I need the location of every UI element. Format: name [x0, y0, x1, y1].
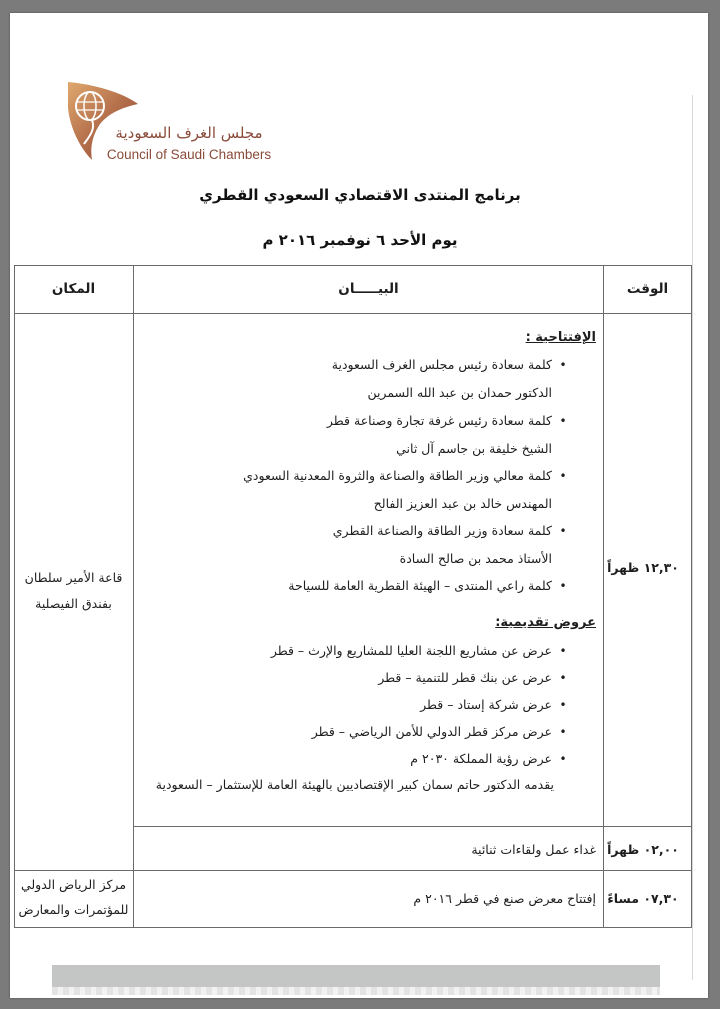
row3-place-line1: مركز الرياض الدولي — [20, 877, 127, 892]
row2-time: ٠٢,٠٠ ظهراً — [607, 842, 679, 857]
logo-english-name: Council of Saudi Chambers — [106, 147, 272, 162]
header-time: الوقت — [626, 281, 669, 297]
list-item: • عرض شركة إستاد – قطر — [420, 697, 574, 712]
list-item: • كلمة معالي وزير الطاقة والصناعة والثروة المعدنية السعودي — [243, 468, 574, 483]
row1-place-line1: قاعة الأمير سلطان — [24, 570, 123, 585]
row1-place-line2: بفندق الفيصلية — [35, 596, 112, 611]
row3-statement: إفتتاح معرض صنع في قطر ٢٠١٦ م — [413, 891, 596, 906]
row1-divider — [133, 826, 692, 827]
column-divider-time — [603, 265, 604, 927]
document-date: يوم الأحد ٦ نوفمبر ٢٠١٦ م — [262, 231, 458, 249]
table-border-right — [691, 265, 692, 927]
list-item-sub: الشيخ خليفة بن جاسم آل ثاني — [396, 441, 552, 456]
list-item: • عرض عن بنك قطر للتنمية – قطر — [378, 670, 574, 685]
presenter-note: يقدمه الدكتور حاتم سمان كبير الإقتصاديين بالهيئة العامة للإستثمار – السعودية — [155, 777, 554, 792]
council-logo — [62, 78, 282, 168]
list-item: • كلمة راعي المنتدى – الهيئة القطرية العامة للسياحة — [288, 578, 574, 593]
footer-ghost-text — [52, 987, 660, 995]
row3-place-line2: للمؤتمرات والمعارض — [18, 902, 129, 917]
list-item: • عرض مركز قطر الدولي للأمن الرياضي – قطر — [312, 724, 574, 739]
schedule-table — [14, 265, 692, 927]
logo-arabic-name: مجلس الغرف السعودية — [115, 124, 263, 142]
column-divider-place — [133, 265, 134, 927]
list-item: • كلمة سعادة وزير الطاقة والصناعة القطري — [333, 523, 574, 538]
list-item: • كلمة سعادة رئيس مجلس الغرف السعودية — [332, 357, 574, 372]
row1-time: ١٢,٣٠ ظهراً — [607, 560, 679, 575]
list-item-sub: الدكتور حمدان بن عبد الله السمرين — [367, 385, 552, 400]
list-item: • عرض عن مشاريع اللجنة العليا للمشاريع والإرث – قطر — [271, 643, 574, 658]
list-item-sub: المهندس خالد بن عبد العزيز الفالح — [373, 496, 552, 511]
row3-time: ٠٧,٣٠ مساءً — [607, 891, 679, 906]
section-heading-opening: الإفتتاحية : — [525, 330, 596, 345]
list-item: • عرض رؤية المملكة ٢٠٣٠ م — [410, 751, 574, 766]
row2-divider — [14, 870, 692, 871]
document-title: برنامج المنتدى الاقتصادي السعودي القطري — [199, 186, 521, 204]
table-border-top — [14, 265, 692, 266]
header-statement: البيـــــان — [338, 281, 399, 297]
header-divider — [14, 313, 692, 314]
list-item-sub: الأستاذ محمد بن صالح السادة — [399, 551, 552, 566]
table-border-bottom — [14, 927, 692, 928]
list-item: • كلمة سعادة رئيس غرفة تجارة وصناعة قطر — [327, 413, 574, 428]
page-edge-line — [692, 95, 693, 980]
header-place: المكان — [51, 281, 96, 297]
row2-statement: غداء عمل ولقاءات ثنائية — [471, 842, 596, 857]
section-heading-presentations: عروض تقديمية: — [495, 615, 596, 630]
